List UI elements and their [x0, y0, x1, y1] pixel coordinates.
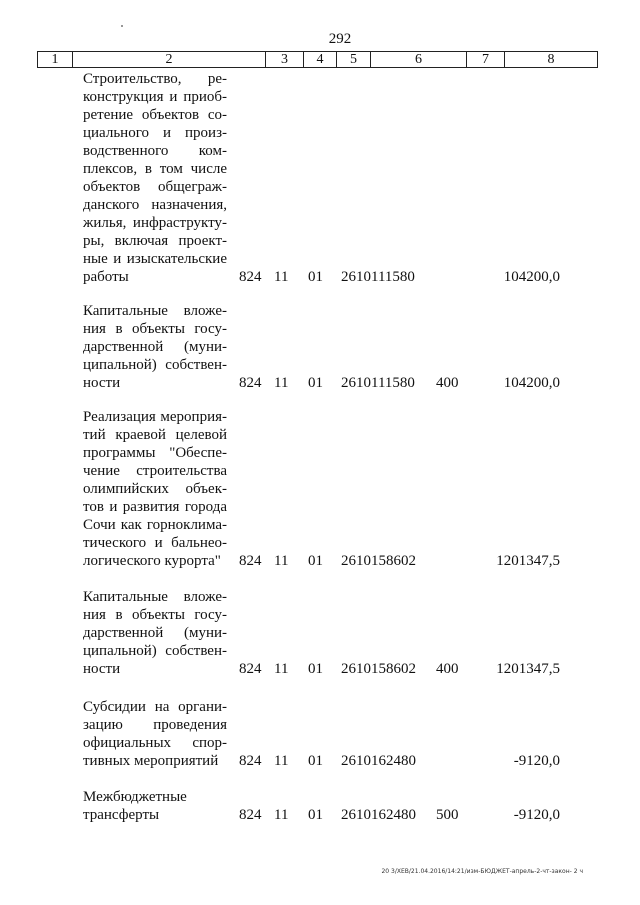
row-subsection-code: 01	[308, 807, 323, 823]
row-description: Капитальные вложе-ния в объекты госу-дарственной (муни-ципальной) собствен-ности	[83, 303, 227, 391]
column-header-3: 3	[266, 52, 304, 68]
column-header-6: 6	[371, 52, 467, 68]
row-ministry-code: 824	[239, 807, 262, 823]
row-ministry-code: 824	[239, 553, 262, 569]
column-header-8: 8	[505, 52, 598, 68]
row-gap	[0, 770, 640, 788]
row-description: Строительство, ре-конструкция и приоб-ретение объектов со-циального и произ-водственного ком-плексов, в том числе объектов общеграж-данского назначения, жилья, инфраструкту-ры, включая проект-ные и изыскательские работы	[83, 71, 227, 285]
document-footer: 20 3/ХЕВ/21.04.2016/14:21/изм-БЮДЖЕТ-апрель-2-чт-закон- 2 ч	[381, 868, 583, 875]
row-subsection-code: 01	[308, 375, 323, 391]
column-header-5: 5	[337, 52, 371, 68]
row-section-code: 11	[274, 553, 289, 569]
row-expense-type: 500	[436, 807, 459, 823]
row-ministry-code: 824	[239, 269, 262, 285]
row-target-article: 2610158602	[341, 553, 416, 569]
table-row	[0, 408, 640, 570]
budget-rows	[0, 70, 640, 824]
scan-speck	[121, 25, 123, 27]
row-gap	[0, 570, 640, 588]
row-amount: 1201347,5	[496, 553, 560, 569]
row-amount: 104200,0	[503, 375, 560, 391]
column-header-1: 1	[38, 52, 73, 68]
row-gap	[0, 678, 640, 698]
row-ministry-code: 824	[239, 661, 262, 677]
row-subsection-code: 01	[308, 553, 323, 569]
table-row	[0, 302, 640, 392]
column-header-table	[37, 51, 598, 68]
row-subsection-code: 01	[308, 753, 323, 769]
row-section-code: 11	[274, 375, 289, 391]
row-subsection-code: 01	[308, 269, 323, 285]
column-header-7: 7	[467, 52, 505, 68]
row-expense-type: 400	[436, 375, 459, 391]
row-target-article: 2610162480	[341, 753, 416, 769]
row-target-article: 2610158602	[341, 661, 416, 677]
row-amount: -9120,0	[513, 753, 560, 769]
row-description: Реализация мероприя-тий краевой целевой программы "Обеспе-чение строительства олимпийских объек-тов и развития города Сочи как горноклима-тического и бальнео-логического курорта"	[83, 409, 227, 569]
row-section-code: 11	[274, 753, 289, 769]
row-gap	[0, 392, 640, 408]
row-target-article: 2610162480	[341, 807, 416, 823]
table-row	[0, 588, 640, 678]
row-ministry-code: 824	[239, 753, 262, 769]
row-gap	[0, 286, 640, 302]
row-amount: -9120,0	[513, 807, 560, 823]
row-description: Субсидии на органи-зацию проведения официальных спор-тивных мероприятий	[83, 699, 227, 769]
row-description: Межбюджетные трансферты	[83, 789, 187, 823]
row-target-article: 2610111580	[341, 375, 415, 391]
row-ministry-code: 824	[239, 375, 262, 391]
row-section-code: 11	[274, 269, 289, 285]
row-section-code: 11	[274, 807, 289, 823]
row-section-code: 11	[274, 661, 289, 677]
table-row	[0, 698, 640, 770]
column-header-2: 2	[73, 52, 266, 68]
row-expense-type: 400	[436, 661, 459, 677]
table-row	[0, 70, 640, 286]
row-description: Капитальные вложе-ния в объекты госу-дарственной (муни-ципальной) собствен-ности	[83, 589, 227, 677]
row-amount: 104200,0	[503, 269, 560, 285]
row-subsection-code: 01	[308, 661, 323, 677]
column-header-4: 4	[304, 52, 337, 68]
row-amount: 1201347,5	[496, 661, 560, 677]
table-row	[0, 788, 640, 824]
row-target-article: 2610111580	[341, 269, 415, 285]
page-number: 292	[328, 31, 352, 47]
